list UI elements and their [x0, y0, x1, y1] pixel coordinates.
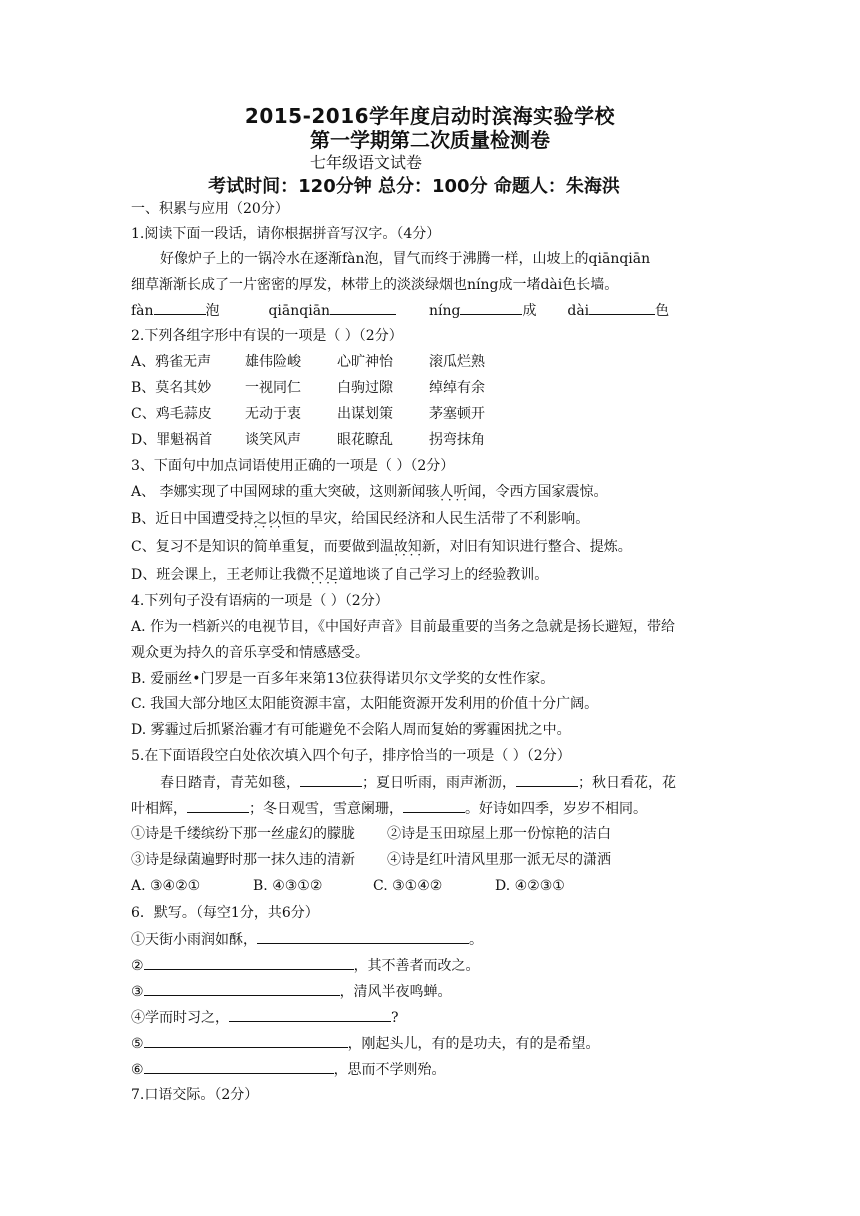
- q2-option-d: [131, 430, 485, 450]
- q6-blank-5[interactable]: [144, 1033, 348, 1048]
- q1-answer-row: [131, 300, 669, 321]
- q6-l5-pre: ⑤: [131, 1036, 144, 1052]
- q6-blank-4[interactable]: [229, 1007, 391, 1022]
- q1-blank-2-pinyin: qiānqiān: [268, 303, 331, 319]
- q6-line-4: [131, 1007, 399, 1028]
- q1-blank-4[interactable]: [589, 300, 655, 315]
- q1-blank-3-pinyin: níng: [428, 303, 461, 319]
- q3-a-text: A、 李娜实现了中国网球的重大突破，这则新闻: [131, 484, 426, 500]
- q6-line-1: [131, 929, 483, 950]
- q1-blank-2[interactable]: [330, 300, 396, 315]
- q1-paragraph-1: 好像炉子上的一锅冷水在逐渐fàn泡，冒气而终于沸腾一样，山坡上的qiānqiān: [160, 251, 651, 267]
- q5-sentences-row-2: [131, 850, 611, 870]
- q5-sentences-row-1: [131, 824, 611, 844]
- q6-line-6: [131, 1059, 446, 1080]
- q6-blank-3[interactable]: [144, 981, 340, 996]
- q4-option-c: C. 我国大部分地区太阳能资源丰富，太阳能资源开发利用的价值十分广阔。: [131, 696, 599, 712]
- q4-option-d: D. 雾霾过后抓紧治霾才有可能避免不会陷人周而复始的雾霾困扰之中。: [131, 722, 571, 738]
- q5-blank-4[interactable]: [403, 798, 465, 813]
- q2-d-4: 拐弯抹角: [429, 432, 485, 448]
- q2-d-2: 谈笑风声: [245, 432, 301, 448]
- q5-choices: [131, 876, 565, 896]
- q6-l4-pre: ④学而时习之，: [131, 1010, 229, 1026]
- q5-p2-c: 。好诗如四季，岁岁不相同。: [465, 801, 647, 817]
- q2-b-1: B、莫名其妙: [131, 380, 212, 396]
- q4-option-a-line-2: 观众更为持久的音乐享受和情感感受。: [131, 645, 369, 661]
- q2-b-3: 白驹过隙: [337, 380, 393, 396]
- q5-blank-1[interactable]: [300, 772, 362, 787]
- q6-l6-post: ，思而不学则殆。: [333, 1062, 446, 1078]
- q3-c-text: C、复习不是知识的简单重复，而要做到: [131, 539, 380, 555]
- q3-a-text-end: ，令西方国家震惊。: [481, 484, 608, 500]
- q2-a-1: A、鸦雀无声: [131, 354, 212, 370]
- q2-option-b: [131, 378, 485, 398]
- q6-l2-post: ，其不善者而改之。: [353, 958, 480, 974]
- q3-d-dotted-word: 微不足道 · ·: [296, 567, 352, 583]
- q2-a-3: 心旷神怡: [337, 354, 393, 370]
- q2-stem: 2.下列各组字形中有误的一项是（ ）（2分）: [131, 328, 403, 344]
- q1-blank-1[interactable]: [154, 300, 206, 315]
- q3-d-text: D、班会课上，王老师让我: [131, 567, 297, 583]
- q5-p2-b: ；冬日观雪，雪意阑珊，: [249, 801, 403, 817]
- q6-l6-pre: ⑥: [131, 1062, 144, 1078]
- q2-c-4: 茅塞顿开: [429, 406, 485, 422]
- q5-paragraph-2: [131, 798, 647, 819]
- q1-blank-4-pinyin: dài: [567, 303, 590, 319]
- q6-stem: 6．默写。（每空1分，共6分）: [131, 905, 319, 921]
- q2-d-3: 眼花瞭乱: [337, 432, 393, 448]
- q2-b-2: 一视同仁: [245, 380, 301, 396]
- q2-d-1: D、罪魁祸首: [131, 432, 213, 448]
- q1-blank-3-suffix: 成: [522, 303, 537, 319]
- q6-l3-pre: ③: [131, 984, 144, 1000]
- q7-stem: 7.口语交际。（2分）: [131, 1087, 259, 1103]
- q6-blank-1[interactable]: [257, 929, 469, 944]
- q3-d-text-end: 地谈了自己学习上的经验教训。: [352, 567, 549, 583]
- q5-sentence-3: ③诗是绿菌遍野时那一抹久违的清新: [131, 852, 355, 868]
- q5-paragraph-1: [160, 772, 676, 793]
- q1-blank-3[interactable]: [460, 300, 522, 315]
- title-line-2: 第一学期第二次质量检测卷: [310, 128, 550, 152]
- q6-l1-post: 。: [469, 932, 483, 948]
- q3-option-c: [131, 537, 632, 557]
- q5-choice-b: B. ④③①②: [253, 878, 323, 894]
- q2-c-2: 无动于衷: [245, 406, 301, 422]
- q5-p1-b: ；夏日听雨，雨声淅沥，: [362, 775, 516, 791]
- q3-b-dotted-word: 持之以恒 · ·: [239, 511, 295, 527]
- q1-blank-1-pinyin: fàn: [131, 303, 154, 319]
- q1-paragraph-2: 细草渐渐长成了一片密密的厚发，林带上的淡淡绿烟也níng成一堵dài色长墙。: [131, 277, 619, 293]
- q1-blank-1-suffix: 泡: [205, 303, 220, 319]
- q5-stem: 5.在下面语段空白处依次填入四个句子，排序恰当的一项是（ ）（2分）: [131, 748, 571, 764]
- q5-sentence-4: ④诗是红叶清风里那一派无尽的潇洒: [387, 852, 611, 868]
- q6-blank-6[interactable]: [144, 1059, 334, 1074]
- q1-stem: 1.阅读下面一段话，请你根据拼音写汉字。（4分）: [131, 226, 441, 242]
- q4-option-b: B. 爱丽丝•门罗是一百多年来第13位获得诺贝尔文学奖的女性作家。: [131, 671, 555, 687]
- q5-choice-a: A. ③④②①: [131, 878, 201, 894]
- q3-option-d: [131, 565, 548, 585]
- q2-c-3: 出谋划策: [337, 406, 393, 422]
- q3-option-b: [131, 509, 589, 529]
- q6-l3-post: ，清风半夜鸣蝉。: [339, 984, 452, 1000]
- q3-b-text: B、近日中国遭受: [131, 511, 240, 527]
- q6-line-5: [131, 1033, 600, 1054]
- q6-blank-2[interactable]: [144, 955, 354, 970]
- q2-a-2: 雄伟险峻: [245, 354, 301, 370]
- q5-p1-c: ；秋日看花，花: [578, 775, 676, 791]
- q6-l2-pre: ②: [131, 958, 144, 974]
- q5-sentence-1: ①诗是千缕缤纷下那一丝虚幻的朦胧: [131, 826, 355, 842]
- q3-c-text-end: ，对旧有知识进行整合、提炼。: [435, 539, 632, 555]
- subject-line: 七年级语文试卷: [309, 153, 422, 172]
- q5-choice-c: C. ③①④②: [373, 878, 443, 894]
- q6-line-2: [131, 955, 480, 976]
- q2-option-a: [131, 352, 485, 372]
- q3-b-text-end: 的旱灾，给国民经济和人民生活带了不利影响。: [295, 511, 590, 527]
- q2-c-1: C、鸡毛蒜皮: [131, 406, 212, 422]
- q6-l4-post: ?: [391, 1010, 399, 1026]
- q5-blank-3[interactable]: [187, 798, 249, 813]
- q5-blank-2[interactable]: [516, 772, 578, 787]
- q1-blank-4-suffix: 色: [655, 303, 670, 319]
- q2-b-4: 绰绰有余: [429, 380, 485, 396]
- exam-info: 考试时间：120分钟 总分：100分 命题人：朱海洪: [208, 176, 620, 197]
- q6-line-3: [131, 981, 452, 1002]
- q4-stem: 4.下列句子没有语病的一项是（ ）（2分）: [131, 593, 389, 609]
- q2-a-4: 滚瓜烂熟: [429, 354, 485, 370]
- section-heading: 一、积累与应用（20分）: [131, 201, 289, 217]
- q4-option-a-line-1: A. 作为一档新兴的电视节目，《中国好声音》目前最重要的当务之急就是扬长避短，带给: [131, 619, 676, 635]
- q5-p1-a: 春日踏青，青芜如毯，: [160, 775, 300, 791]
- q3-stem: 3、下面句中加点词语使用正确的一项是（ ）（2分）: [131, 458, 455, 474]
- q6-l1-pre: ①天街小雨润如酥，: [131, 932, 257, 948]
- q3-a-dotted-word: 骇人听闻 · ·: [426, 484, 482, 500]
- q2-option-c: [131, 404, 485, 424]
- q5-p2-a: 叶相辉，: [131, 801, 187, 817]
- q6-l5-post: ，刚起头儿，有的是功夫，有的是希望。: [347, 1036, 600, 1052]
- q5-sentence-2: ②诗是玉田琼屋上那一份惊艳的洁白: [387, 826, 611, 842]
- q3-c-dotted-word: 温故知新 · ·: [380, 539, 436, 555]
- q5-choice-d: D. ④②③①: [495, 878, 565, 894]
- title-line-1: 2015-2016学年度启动时滨海实验学校: [244, 104, 616, 128]
- q3-option-a: [131, 482, 608, 502]
